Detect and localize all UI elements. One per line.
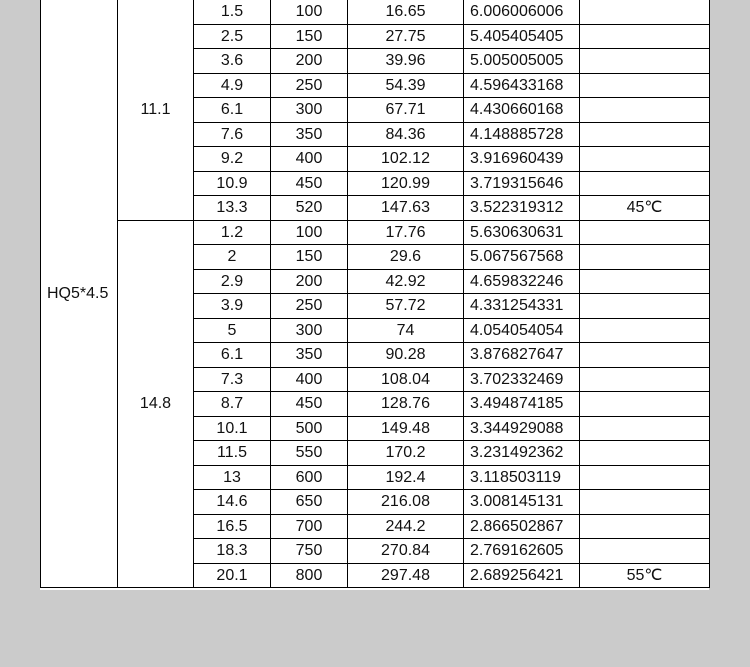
value-a-cell: 2.9 (194, 269, 271, 294)
speed-cell: 600 (271, 465, 348, 490)
value-d-cell: 3.702332469 (464, 367, 580, 392)
value-d-cell: 2.866502867 (464, 514, 580, 539)
value-c-cell: 54.39 (348, 73, 464, 98)
value-c-cell: 90.28 (348, 343, 464, 368)
value-c-cell: 170.2 (348, 441, 464, 466)
value-a-cell: 20.1 (194, 563, 271, 588)
value-a-cell: 10.9 (194, 171, 271, 196)
value-a-cell: 13 (194, 465, 271, 490)
temperature-cell (580, 73, 710, 98)
value-d-cell: 3.008145131 (464, 490, 580, 515)
temperature-cell (580, 392, 710, 417)
value-d-cell: 5.067567568 (464, 245, 580, 270)
temperature-cell (580, 147, 710, 172)
spec-table (40, 0, 710, 588)
value-d-cell: 3.916960439 (464, 147, 580, 172)
speed-cell: 250 (271, 73, 348, 98)
speed-cell: 250 (271, 294, 348, 319)
value-a-cell: 11.5 (194, 441, 271, 466)
value-d-cell: 3.231492362 (464, 441, 580, 466)
value-d-cell: 5.630630631 (464, 220, 580, 245)
value-a-cell: 1.5 (194, 0, 271, 24)
value-c-cell: 297.48 (348, 563, 464, 588)
value-d-cell: 5.005005005 (464, 49, 580, 74)
value-a-cell: 4.9 (194, 73, 271, 98)
value-c-cell: 67.71 (348, 98, 464, 123)
value-d-cell: 4.430660168 (464, 98, 580, 123)
value-c-cell: 16.65 (348, 0, 464, 24)
value-d-cell: 3.719315646 (464, 171, 580, 196)
speed-cell: 350 (271, 122, 348, 147)
value-a-cell: 1.2 (194, 220, 271, 245)
value-a-cell: 14.6 (194, 490, 271, 515)
temperature-cell (580, 294, 710, 319)
temperature-cell (580, 220, 710, 245)
value-d-cell: 6.006006006 (464, 0, 580, 24)
temperature-cell (580, 318, 710, 343)
speed-cell: 300 (271, 318, 348, 343)
temperature-cell: 55℃ (580, 563, 710, 588)
speed-cell: 750 (271, 539, 348, 564)
temperature-cell (580, 24, 710, 49)
speed-cell: 700 (271, 514, 348, 539)
value-c-cell: 29.6 (348, 245, 464, 270)
voltage-cell: 14.8 (118, 220, 194, 588)
value-a-cell: 3.6 (194, 49, 271, 74)
temperature-cell (580, 122, 710, 147)
temperature-cell (580, 171, 710, 196)
speed-cell: 550 (271, 441, 348, 466)
temperature-cell (580, 0, 710, 24)
temperature-cell (580, 49, 710, 74)
temperature-cell (580, 465, 710, 490)
value-a-cell: 5 (194, 318, 271, 343)
speed-cell: 350 (271, 343, 348, 368)
value-a-cell: 7.3 (194, 367, 271, 392)
speed-cell: 200 (271, 49, 348, 74)
speed-cell: 300 (271, 98, 348, 123)
value-c-cell: 102.12 (348, 147, 464, 172)
value-a-cell: 16.5 (194, 514, 271, 539)
temperature-cell (580, 441, 710, 466)
value-a-cell: 18.3 (194, 539, 271, 564)
value-c-cell: 149.48 (348, 416, 464, 441)
temperature-cell (580, 490, 710, 515)
speed-cell: 500 (271, 416, 348, 441)
speed-cell: 450 (271, 171, 348, 196)
value-a-cell: 2 (194, 245, 271, 270)
value-c-cell: 216.08 (348, 490, 464, 515)
value-a-cell: 8.7 (194, 392, 271, 417)
temperature-cell: 45℃ (580, 196, 710, 221)
speed-cell: 100 (271, 0, 348, 24)
temperature-cell (580, 539, 710, 564)
speed-cell: 100 (271, 220, 348, 245)
speed-cell: 200 (271, 269, 348, 294)
temperature-cell (580, 245, 710, 270)
value-c-cell: 84.36 (348, 122, 464, 147)
value-a-cell: 13.3 (194, 196, 271, 221)
value-d-cell: 3.494874185 (464, 392, 580, 417)
value-c-cell: 108.04 (348, 367, 464, 392)
value-a-cell: 3.9 (194, 294, 271, 319)
value-c-cell: 270.84 (348, 539, 464, 564)
value-a-cell: 9.2 (194, 147, 271, 172)
speed-cell: 520 (271, 196, 348, 221)
value-d-cell: 4.331254331 (464, 294, 580, 319)
value-a-cell: 10.1 (194, 416, 271, 441)
temperature-cell (580, 98, 710, 123)
value-a-cell: 6.1 (194, 98, 271, 123)
value-d-cell: 3.344929088 (464, 416, 580, 441)
spec-table-body (41, 0, 710, 588)
speed-cell: 450 (271, 392, 348, 417)
temperature-cell (580, 514, 710, 539)
temperature-cell (580, 343, 710, 368)
table-row (41, 220, 710, 245)
value-a-cell: 6.1 (194, 343, 271, 368)
temperature-cell (580, 367, 710, 392)
value-c-cell: 17.76 (348, 220, 464, 245)
value-c-cell: 120.99 (348, 171, 464, 196)
voltage-cell: 11.1 (118, 0, 194, 220)
value-c-cell: 74 (348, 318, 464, 343)
value-c-cell: 27.75 (348, 24, 464, 49)
value-d-cell: 3.522319312 (464, 196, 580, 221)
value-d-cell: 5.405405405 (464, 24, 580, 49)
model-cell: HQ5*4.5 (41, 0, 118, 588)
value-c-cell: 39.96 (348, 49, 464, 74)
speed-cell: 150 (271, 24, 348, 49)
temperature-cell (580, 416, 710, 441)
temperature-cell (580, 269, 710, 294)
speed-cell: 800 (271, 563, 348, 588)
value-d-cell: 3.118503119 (464, 465, 580, 490)
value-c-cell: 244.2 (348, 514, 464, 539)
value-d-cell: 3.876827647 (464, 343, 580, 368)
value-d-cell: 2.689256421 (464, 563, 580, 588)
value-c-cell: 57.72 (348, 294, 464, 319)
value-d-cell: 4.596433168 (464, 73, 580, 98)
value-d-cell: 4.148885728 (464, 122, 580, 147)
speed-cell: 150 (271, 245, 348, 270)
table-row (41, 0, 710, 24)
speed-cell: 400 (271, 367, 348, 392)
speed-cell: 650 (271, 490, 348, 515)
value-c-cell: 42.92 (348, 269, 464, 294)
value-d-cell: 2.769162605 (464, 539, 580, 564)
value-c-cell: 192.4 (348, 465, 464, 490)
value-a-cell: 2.5 (194, 24, 271, 49)
value-c-cell: 147.63 (348, 196, 464, 221)
value-d-cell: 4.659832246 (464, 269, 580, 294)
value-d-cell: 4.054054054 (464, 318, 580, 343)
value-c-cell: 128.76 (348, 392, 464, 417)
value-a-cell: 7.6 (194, 122, 271, 147)
speed-cell: 400 (271, 147, 348, 172)
